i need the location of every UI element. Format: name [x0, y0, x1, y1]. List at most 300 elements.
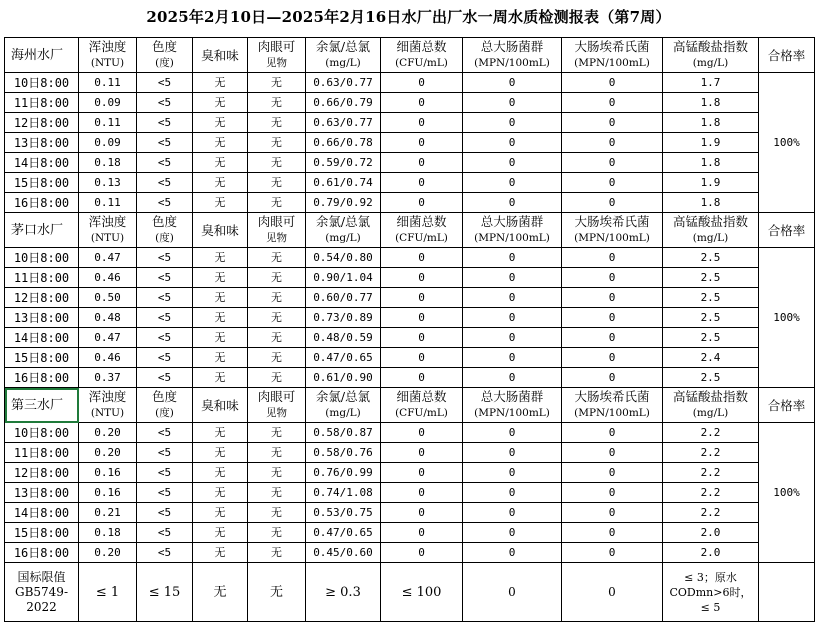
header-turbidity[interactable]	[79, 388, 137, 423]
coliform-cell[interactable]: 0	[463, 543, 562, 563]
header-coliform[interactable]	[463, 213, 562, 248]
header-pass-rate[interactable]: 合格率	[759, 388, 815, 423]
header-coliform-line: 总大肠菌群	[480, 389, 544, 404]
header-ecoli-line: (MPN/100mL)	[574, 407, 650, 419]
permanganate-cell[interactable]: 2.5	[663, 328, 759, 348]
header-permanganate[interactable]	[663, 213, 759, 248]
chlorine-cell[interactable]: 0.66/0.78	[306, 133, 381, 153]
chlorine-cell[interactable]: 0.74/1.08	[306, 483, 381, 503]
visible-cell[interactable]: 无	[248, 308, 306, 328]
ecoli-cell[interactable]: 0	[562, 268, 663, 288]
table-row	[5, 423, 815, 443]
limit-turbidity[interactable]: ≤ 1	[79, 563, 137, 622]
odor-cell[interactable]: 无	[193, 368, 248, 388]
visible-cell[interactable]: 无	[248, 73, 306, 93]
date-cell[interactable]: 13日8:00	[5, 133, 79, 153]
permanganate-cell[interactable]: 2.5	[663, 268, 759, 288]
header-odor[interactable]	[193, 388, 248, 423]
header-chlorine[interactable]	[306, 388, 381, 423]
odor-cell[interactable]: 无	[193, 173, 248, 193]
chlorine-cell[interactable]: 0.48/0.59	[306, 328, 381, 348]
table-row	[5, 348, 815, 368]
visible-cell[interactable]: 无	[248, 463, 306, 483]
turbidity-cell[interactable]: 0.20	[79, 543, 137, 563]
limit-pass-rate-empty[interactable]	[759, 563, 815, 622]
header-color-line: 色度	[151, 39, 177, 54]
turbidity-cell[interactable]: 0.20	[79, 423, 137, 443]
ecoli-cell[interactable]: 0	[562, 73, 663, 93]
odor-cell[interactable]: 无	[193, 423, 248, 443]
limits-label-line: GB5749-	[15, 584, 68, 599]
chlorine-cell[interactable]: 0.60/0.77	[306, 288, 381, 308]
chlorine-cell[interactable]: 0.61/0.74	[306, 173, 381, 193]
ecoli-cell[interactable]: 0	[562, 193, 663, 213]
bacteria-cell[interactable]: 0	[381, 368, 463, 388]
table-row	[5, 483, 815, 503]
turbidity-cell[interactable]: 0.09	[79, 133, 137, 153]
header-visible-line: 见物	[266, 407, 287, 419]
limit-chlorine[interactable]: ≥ 0.3	[306, 563, 381, 622]
header-permanganate-line: (mg/L)	[692, 232, 729, 244]
coliform-cell[interactable]: 0	[463, 463, 562, 483]
date-cell[interactable]: 15日8:00	[5, 523, 79, 543]
turbidity-cell[interactable]: 0.11	[79, 73, 137, 93]
odor-cell[interactable]: 无	[193, 503, 248, 523]
limit-permanganate[interactable]	[663, 563, 759, 622]
plant-name-cell[interactable]: 海州水厂	[5, 38, 79, 73]
coliform-cell[interactable]: 0	[463, 173, 562, 193]
visible-cell[interactable]: 无	[248, 268, 306, 288]
permanganate-cell[interactable]: 2.2	[663, 423, 759, 443]
bacteria-cell[interactable]: 0	[381, 248, 463, 268]
coliform-cell[interactable]: 0	[463, 73, 562, 93]
ecoli-cell[interactable]: 0	[562, 93, 663, 113]
chlorine-cell[interactable]: 0.90/1.04	[306, 268, 381, 288]
bacteria-cell[interactable]: 0	[381, 173, 463, 193]
date-cell[interactable]: 14日8:00	[5, 503, 79, 523]
permanganate-cell[interactable]: 2.2	[663, 463, 759, 483]
odor-cell[interactable]: 无	[193, 523, 248, 543]
chlorine-cell[interactable]: 0.76/0.99	[306, 463, 381, 483]
odor-cell[interactable]: 无	[193, 308, 248, 328]
coliform-cell[interactable]: 0	[463, 248, 562, 268]
limit-odor[interactable]: 无	[193, 563, 248, 622]
ecoli-cell[interactable]: 0	[562, 423, 663, 443]
turbidity-cell[interactable]: 0.18	[79, 153, 137, 173]
pass-rate-cell[interactable]: 100%	[759, 423, 815, 563]
date-cell[interactable]: 10日8:00	[5, 73, 79, 93]
visible-cell[interactable]: 无	[248, 328, 306, 348]
header-odor-line: 臭和味	[201, 222, 239, 238]
date-cell[interactable]: 10日8:00	[5, 248, 79, 268]
water-quality-table	[4, 37, 815, 622]
turbidity-cell[interactable]: 0.46	[79, 348, 137, 368]
turbidity-cell[interactable]: 0.50	[79, 288, 137, 308]
bacteria-cell[interactable]: 0	[381, 308, 463, 328]
header-turbidity[interactable]	[79, 213, 137, 248]
permanganate-cell[interactable]: 1.8	[663, 93, 759, 113]
coliform-cell[interactable]: 0	[463, 328, 562, 348]
chlorine-cell[interactable]: 0.45/0.60	[306, 543, 381, 563]
header-permanganate-line: 高锰酸盐指数	[672, 39, 748, 54]
header-color-line: (度)	[155, 232, 174, 244]
bacteria-cell[interactable]: 0	[381, 113, 463, 133]
ecoli-cell[interactable]: 0	[562, 368, 663, 388]
visible-cell[interactable]: 无	[248, 193, 306, 213]
turbidity-cell[interactable]: 0.47	[79, 328, 137, 348]
chlorine-cell[interactable]: 0.47/0.65	[306, 348, 381, 368]
color-cell[interactable]: <5	[137, 73, 193, 93]
bacteria-cell[interactable]: 0	[381, 348, 463, 368]
coliform-cell[interactable]: 0	[463, 268, 562, 288]
pass-rate-cell[interactable]: 100%	[759, 73, 815, 213]
date-cell[interactable]: 11日8:00	[5, 443, 79, 463]
date-cell[interactable]: 11日8:00	[5, 268, 79, 288]
turbidity-cell[interactable]: 0.16	[79, 483, 137, 503]
odor-cell[interactable]: 无	[193, 348, 248, 368]
ecoli-cell[interactable]: 0	[562, 483, 663, 503]
turbidity-cell[interactable]: 0.13	[79, 173, 137, 193]
permanganate-cell[interactable]: 1.8	[663, 153, 759, 173]
color-cell[interactable]: <5	[137, 368, 193, 388]
color-cell[interactable]: <5	[137, 483, 193, 503]
header-visible-line: 肉眼可	[257, 214, 296, 229]
table-row	[5, 288, 815, 308]
permanganate-cell[interactable]: 2.4	[663, 348, 759, 368]
table-row	[5, 368, 815, 388]
chlorine-cell[interactable]: 0.59/0.72	[306, 153, 381, 173]
header-color[interactable]	[137, 213, 193, 248]
chlorine-cell[interactable]: 0.58/0.87	[306, 423, 381, 443]
coliform-cell[interactable]: 0	[463, 193, 562, 213]
date-cell[interactable]: 12日8:00	[5, 463, 79, 483]
header-bacteria[interactable]	[381, 213, 463, 248]
turbidity-cell[interactable]: 0.47	[79, 248, 137, 268]
coliform-cell[interactable]: 0	[463, 288, 562, 308]
ecoli-cell[interactable]: 0	[562, 173, 663, 193]
chlorine-cell[interactable]: 0.53/0.75	[306, 503, 381, 523]
header-coliform-line: (MPN/100mL)	[474, 407, 550, 419]
color-cell[interactable]: <5	[137, 193, 193, 213]
color-cell[interactable]: <5	[137, 93, 193, 113]
visible-cell[interactable]: 无	[248, 543, 306, 563]
color-cell[interactable]: <5	[137, 443, 193, 463]
header-ecoli-line: 大肠埃希氏菌	[574, 214, 650, 229]
header-pass-rate[interactable]: 合格率	[759, 213, 815, 248]
odor-cell[interactable]: 无	[193, 543, 248, 563]
turbidity-cell[interactable]: 0.21	[79, 503, 137, 523]
header-bacteria[interactable]	[381, 388, 463, 423]
header-chlorine-line: 余氯/总氯	[315, 389, 371, 404]
chlorine-cell[interactable]: 0.66/0.79	[306, 93, 381, 113]
bacteria-cell[interactable]: 0	[381, 483, 463, 503]
date-cell[interactable]: 14日8:00	[5, 328, 79, 348]
coliform-cell[interactable]: 0	[463, 368, 562, 388]
ecoli-cell[interactable]: 0	[562, 463, 663, 483]
header-color-line: 色度	[151, 214, 177, 229]
visible-cell[interactable]: 无	[248, 93, 306, 113]
permanganate-cell[interactable]: 2.0	[663, 543, 759, 563]
permanganate-cell[interactable]: 2.2	[663, 503, 759, 523]
bacteria-cell[interactable]: 0	[381, 288, 463, 308]
header-permanganate[interactable]	[663, 38, 759, 73]
odor-cell[interactable]: 无	[193, 248, 248, 268]
date-cell[interactable]: 12日8:00	[5, 288, 79, 308]
header-turbidity-line: (NTU)	[90, 232, 125, 244]
permanganate-cell[interactable]: 2.5	[663, 368, 759, 388]
permanganate-cell[interactable]: 2.2	[663, 443, 759, 463]
ecoli-cell[interactable]: 0	[562, 328, 663, 348]
coliform-cell[interactable]: 0	[463, 308, 562, 328]
plant-name-cell[interactable]: 茅口水厂	[5, 213, 79, 248]
header-bacteria-line: 细菌总数	[396, 214, 447, 229]
date-cell[interactable]: 15日8:00	[5, 173, 79, 193]
chlorine-cell[interactable]: 0.58/0.76	[306, 443, 381, 463]
ecoli-cell[interactable]: 0	[562, 443, 663, 463]
header-ecoli[interactable]	[562, 213, 663, 248]
date-cell[interactable]: 10日8:00	[5, 423, 79, 443]
date-cell[interactable]: 14日8:00	[5, 153, 79, 173]
permanganate-cell[interactable]: 1.9	[663, 173, 759, 193]
table-row	[5, 73, 815, 93]
permanganate-cell[interactable]: 2.5	[663, 288, 759, 308]
date-cell[interactable]: 11日8:00	[5, 93, 79, 113]
header-turbidity-line: (NTU)	[90, 407, 125, 419]
bacteria-cell[interactable]: 0	[381, 268, 463, 288]
header-coliform[interactable]	[463, 38, 562, 73]
limit-bacteria[interactable]: ≤ 100	[381, 563, 463, 622]
permanganate-cell[interactable]: 1.8	[663, 193, 759, 213]
coliform-cell[interactable]: 0	[463, 133, 562, 153]
color-cell[interactable]: <5	[137, 503, 193, 523]
header-ecoli-line: (MPN/100mL)	[574, 57, 650, 69]
limit-ecoli[interactable]: 0	[562, 563, 663, 622]
color-cell[interactable]: <5	[137, 288, 193, 308]
color-cell[interactable]: <5	[137, 308, 193, 328]
chlorine-cell[interactable]: 0.54/0.80	[306, 248, 381, 268]
limit-permanganate-line: CODmn>6时，	[669, 585, 752, 599]
coliform-cell[interactable]: 0	[463, 153, 562, 173]
ecoli-cell[interactable]: 0	[562, 543, 663, 563]
visible-cell[interactable]: 无	[248, 368, 306, 388]
permanganate-cell[interactable]: 1.9	[663, 133, 759, 153]
bacteria-cell[interactable]: 0	[381, 73, 463, 93]
table-row	[5, 523, 815, 543]
table-row	[5, 503, 815, 523]
header-visible[interactable]	[248, 388, 306, 423]
header-odor[interactable]	[193, 38, 248, 73]
header-chlorine[interactable]	[306, 213, 381, 248]
odor-cell[interactable]: 无	[193, 328, 248, 348]
header-bacteria-line: (CFU/mL)	[395, 57, 448, 69]
ecoli-cell[interactable]: 0	[562, 523, 663, 543]
bacteria-cell[interactable]: 0	[381, 463, 463, 483]
chlorine-cell[interactable]: 0.47/0.65	[306, 523, 381, 543]
date-cell[interactable]: 13日8:00	[5, 483, 79, 503]
date-cell[interactable]: 16日8:00	[5, 543, 79, 563]
color-cell[interactable]: <5	[137, 173, 193, 193]
ecoli-cell[interactable]: 0	[562, 248, 663, 268]
header-visible[interactable]	[248, 213, 306, 248]
visible-cell[interactable]: 无	[248, 113, 306, 133]
visible-cell[interactable]: 无	[248, 153, 306, 173]
turbidity-cell[interactable]: 0.46	[79, 268, 137, 288]
date-cell[interactable]: 16日8:00	[5, 193, 79, 213]
ecoli-cell[interactable]: 0	[562, 133, 663, 153]
bacteria-cell[interactable]: 0	[381, 503, 463, 523]
ecoli-cell[interactable]: 0	[562, 113, 663, 133]
ecoli-cell[interactable]: 0	[562, 288, 663, 308]
visible-cell[interactable]: 无	[248, 503, 306, 523]
bacteria-cell[interactable]: 0	[381, 153, 463, 173]
bacteria-cell[interactable]: 0	[381, 193, 463, 213]
turbidity-cell[interactable]: 0.11	[79, 113, 137, 133]
limit-permanganate-line: ≤ 3；原水	[684, 570, 737, 584]
bacteria-cell[interactable]: 0	[381, 443, 463, 463]
turbidity-cell[interactable]: 0.16	[79, 463, 137, 483]
ecoli-cell[interactable]: 0	[562, 153, 663, 173]
permanganate-cell[interactable]: 1.7	[663, 73, 759, 93]
header-coliform-line: 总大肠菌群	[480, 214, 544, 229]
header-turbidity-line: 浑浊度	[88, 389, 127, 404]
bacteria-cell[interactable]: 0	[381, 543, 463, 563]
turbidity-cell[interactable]: 0.11	[79, 193, 137, 213]
header-color[interactable]	[137, 388, 193, 423]
visible-cell[interactable]: 无	[248, 288, 306, 308]
permanganate-cell[interactable]: 2.5	[663, 248, 759, 268]
chlorine-cell[interactable]: 0.63/0.77	[306, 113, 381, 133]
header-pass-rate[interactable]: 合格率	[759, 38, 815, 73]
turbidity-cell[interactable]: 0.48	[79, 308, 137, 328]
coliform-cell[interactable]: 0	[463, 523, 562, 543]
header-visible[interactable]	[248, 38, 306, 73]
permanganate-cell[interactable]: 1.8	[663, 113, 759, 133]
header-turbidity-line: (NTU)	[90, 57, 125, 69]
header-turbidity[interactable]	[79, 38, 137, 73]
header-chlorine[interactable]	[306, 38, 381, 73]
coliform-cell[interactable]: 0	[463, 443, 562, 463]
color-cell[interactable]: <5	[137, 113, 193, 133]
bacteria-cell[interactable]: 0	[381, 93, 463, 113]
limit-color[interactable]: ≤ 15	[137, 563, 193, 622]
header-visible-line: 肉眼可	[257, 39, 296, 54]
bacteria-cell[interactable]: 0	[381, 133, 463, 153]
visible-cell[interactable]: 无	[248, 423, 306, 443]
limit-visible[interactable]: 无	[248, 563, 306, 622]
header-ecoli[interactable]	[562, 38, 663, 73]
visible-cell[interactable]: 无	[248, 133, 306, 153]
limits-label[interactable]	[5, 563, 79, 622]
coliform-cell[interactable]: 0	[463, 423, 562, 443]
chlorine-cell[interactable]: 0.73/0.89	[306, 308, 381, 328]
color-cell[interactable]: <5	[137, 463, 193, 483]
turbidity-cell[interactable]: 0.37	[79, 368, 137, 388]
limits-row	[5, 563, 815, 622]
visible-cell[interactable]: 无	[248, 523, 306, 543]
header-chlorine-line: 余氯/总氯	[315, 39, 371, 54]
ecoli-cell[interactable]: 0	[562, 348, 663, 368]
visible-cell[interactable]: 无	[248, 348, 306, 368]
color-cell[interactable]: <5	[137, 133, 193, 153]
coliform-cell[interactable]: 0	[463, 348, 562, 368]
odor-cell[interactable]: 无	[193, 193, 248, 213]
turbidity-cell[interactable]: 0.09	[79, 93, 137, 113]
table-row	[5, 543, 815, 563]
pass-rate-cell[interactable]: 100%	[759, 248, 815, 388]
odor-cell[interactable]: 无	[193, 443, 248, 463]
date-cell[interactable]: 15日8:00	[5, 348, 79, 368]
coliform-cell[interactable]: 0	[463, 483, 562, 503]
header-coliform[interactable]	[463, 388, 562, 423]
chlorine-cell[interactable]: 0.61/0.90	[306, 368, 381, 388]
ecoli-cell[interactable]: 0	[562, 308, 663, 328]
plant-name-cell[interactable]: 第三水厂	[5, 388, 79, 423]
chlorine-cell[interactable]: 0.79/0.92	[306, 193, 381, 213]
coliform-cell[interactable]: 0	[463, 503, 562, 523]
color-cell[interactable]: <5	[137, 268, 193, 288]
date-cell[interactable]: 13日8:00	[5, 308, 79, 328]
color-cell[interactable]: <5	[137, 248, 193, 268]
header-chlorine-line: (mg/L)	[325, 407, 361, 419]
header-bacteria-line: 细菌总数	[396, 39, 447, 54]
header-permanganate-line: (mg/L)	[692, 407, 729, 419]
color-cell[interactable]: <5	[137, 328, 193, 348]
header-bacteria[interactable]	[381, 38, 463, 73]
bacteria-cell[interactable]: 0	[381, 523, 463, 543]
coliform-cell[interactable]: 0	[463, 93, 562, 113]
permanganate-cell[interactable]: 2.2	[663, 483, 759, 503]
odor-cell[interactable]: 无	[193, 288, 248, 308]
odor-cell[interactable]: 无	[193, 153, 248, 173]
header-ecoli[interactable]	[562, 388, 663, 423]
visible-cell[interactable]: 无	[248, 443, 306, 463]
date-cell[interactable]: 16日8:00	[5, 368, 79, 388]
limit-coliform[interactable]: 0	[463, 563, 562, 622]
visible-cell[interactable]: 无	[248, 483, 306, 503]
permanganate-cell[interactable]: 2.0	[663, 523, 759, 543]
header-color[interactable]	[137, 38, 193, 73]
color-cell[interactable]: <5	[137, 423, 193, 443]
chlorine-cell[interactable]: 0.63/0.77	[306, 73, 381, 93]
odor-cell[interactable]: 无	[193, 483, 248, 503]
bacteria-cell[interactable]: 0	[381, 328, 463, 348]
turbidity-cell[interactable]: 0.20	[79, 443, 137, 463]
odor-cell[interactable]: 无	[193, 113, 248, 133]
header-odor[interactable]	[193, 213, 248, 248]
color-cell[interactable]: <5	[137, 348, 193, 368]
odor-cell[interactable]: 无	[193, 268, 248, 288]
header-visible-line: 见物	[266, 57, 287, 69]
ecoli-cell[interactable]: 0	[562, 503, 663, 523]
odor-cell[interactable]: 无	[193, 93, 248, 113]
header-turbidity-line: 浑浊度	[88, 39, 127, 54]
odor-cell[interactable]: 无	[193, 133, 248, 153]
visible-cell[interactable]: 无	[248, 248, 306, 268]
header-permanganate[interactable]	[663, 388, 759, 423]
date-cell[interactable]: 12日8:00	[5, 113, 79, 133]
turbidity-cell[interactable]: 0.18	[79, 523, 137, 543]
color-cell[interactable]: <5	[137, 543, 193, 563]
visible-cell[interactable]: 无	[248, 173, 306, 193]
permanganate-cell[interactable]: 2.5	[663, 308, 759, 328]
color-cell[interactable]: <5	[137, 153, 193, 173]
coliform-cell[interactable]: 0	[463, 113, 562, 133]
bacteria-cell[interactable]: 0	[381, 423, 463, 443]
limits-label-line: 2022	[26, 599, 57, 614]
color-cell[interactable]: <5	[137, 523, 193, 543]
odor-cell[interactable]: 无	[193, 73, 248, 93]
odor-cell[interactable]: 无	[193, 463, 248, 483]
